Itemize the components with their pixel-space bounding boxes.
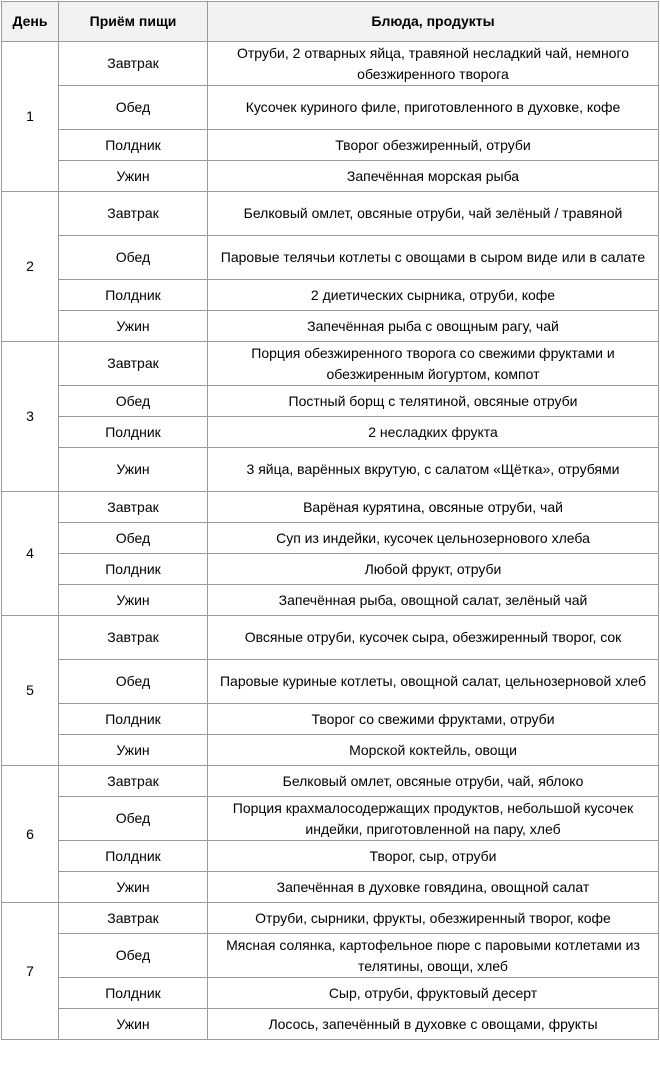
meal-dishes: Суп из индейки, кусочек цельнозернового хлеба: [208, 523, 659, 554]
meal-name: Завтрак: [59, 342, 208, 386]
meal-dishes: Запечённая в духовке говядина, овощной салат: [208, 872, 659, 903]
table-row: [2, 872, 659, 903]
meal-name: Ужин: [59, 161, 208, 192]
meal-name: Ужин: [59, 311, 208, 342]
meal-dishes: Порция обезжиренного творога со свежими фруктами и обезжиренным йогуртом, компот: [208, 342, 659, 386]
table-row: [2, 766, 659, 797]
meal-name: Полдник: [59, 704, 208, 735]
meal-dishes: 2 несладких фрукта: [208, 417, 659, 448]
table-row: [2, 660, 659, 704]
day-number: 7: [2, 903, 59, 1040]
meal-dishes: Варёная курятина, овсяные отруби, чай: [208, 492, 659, 523]
meal-name: Ужин: [59, 448, 208, 492]
meal-name: Ужин: [59, 585, 208, 616]
meal-name: Обед: [59, 797, 208, 841]
meal-dishes: Овсяные отруби, кусочек сыра, обезжиренный творог, сок: [208, 616, 659, 660]
table-body: [2, 42, 659, 1040]
meal-dishes: Отруби, сырники, фрукты, обезжиренный творог, кофе: [208, 903, 659, 934]
meal-dishes: Сыр, отруби, фруктовый десерт: [208, 978, 659, 1009]
day-number: 2: [2, 192, 59, 342]
table-row: [2, 448, 659, 492]
table-row: [2, 492, 659, 523]
meal-dishes: Творог, сыр, отруби: [208, 841, 659, 872]
meal-dishes: Постный борщ с телятиной, овсяные отруби: [208, 386, 659, 417]
table-row: [2, 554, 659, 585]
meal-dishes: Паровые телячьи котлеты с овощами в сыром виде или в салате: [208, 236, 659, 280]
table-row: [2, 585, 659, 616]
meal-dishes: Отруби, 2 отварных яйца, травяной несладкий чай, немного обезжиренного творога: [208, 42, 659, 86]
meal-dishes: 3 яйца, варённых вкрутую, с салатом «Щётка», отрубями: [208, 448, 659, 492]
table-row: [2, 1009, 659, 1040]
meal-dishes: Белковый омлет, овсяные отруби, чай зелёный / травяной: [208, 192, 659, 236]
table-row: [2, 616, 659, 660]
table-row: [2, 903, 659, 934]
meal-name: Завтрак: [59, 492, 208, 523]
meal-dishes: Белковый омлет, овсяные отруби, чай, яблоко: [208, 766, 659, 797]
meal-dishes: Мясная солянка, картофельное пюре с паровыми котлетами из телятины, овощи, хлеб: [208, 934, 659, 978]
table-row: [2, 280, 659, 311]
table-row: [2, 841, 659, 872]
meal-name: Полдник: [59, 841, 208, 872]
meal-name: Полдник: [59, 130, 208, 161]
meal-name: Завтрак: [59, 766, 208, 797]
meal-dishes: Паровые куриные котлеты, овощной салат, цельнозерновой хлеб: [208, 660, 659, 704]
meal-name: Обед: [59, 86, 208, 130]
meal-dishes: Запечённая рыба, овощной салат, зелёный чай: [208, 585, 659, 616]
meal-name: Полдник: [59, 978, 208, 1009]
table-row: [2, 523, 659, 554]
table-row: [2, 192, 659, 236]
meal-name: Ужин: [59, 872, 208, 903]
table-row: [2, 417, 659, 448]
meal-name: Полдник: [59, 554, 208, 585]
table-row: [2, 386, 659, 417]
day-number: 4: [2, 492, 59, 616]
table-row: [2, 236, 659, 280]
meal-dishes: Творог со свежими фруктами, отруби: [208, 704, 659, 735]
meal-name: Завтрак: [59, 616, 208, 660]
table-row: [2, 978, 659, 1009]
table-row: [2, 86, 659, 130]
meal-name: Полдник: [59, 417, 208, 448]
meal-dishes: Порция крахмалосодержащих продуктов, небольшой кусочек индейки, приготовленной на пару, хлеб: [208, 797, 659, 841]
meal-name: Завтрак: [59, 903, 208, 934]
meal-name: Ужин: [59, 1009, 208, 1040]
meal-name: Обед: [59, 523, 208, 554]
header-dishes: Блюда, продукты: [208, 2, 659, 42]
day-number: 3: [2, 342, 59, 492]
meal-dishes: Морской коктейль, овощи: [208, 735, 659, 766]
meal-name: Завтрак: [59, 192, 208, 236]
day-number: 1: [2, 42, 59, 192]
meal-dishes: Творог обезжиренный, отруби: [208, 130, 659, 161]
meal-name: Завтрак: [59, 42, 208, 86]
meal-dishes: Запечённая рыба с овощным рагу, чай: [208, 311, 659, 342]
table-row: [2, 42, 659, 86]
table-row: [2, 797, 659, 841]
table-row: [2, 342, 659, 386]
table-row: [2, 311, 659, 342]
meal-name: Обед: [59, 660, 208, 704]
meal-dishes: Лосось, запечённый в духовке с овощами, фрукты: [208, 1009, 659, 1040]
meal-name: Полдник: [59, 280, 208, 311]
meal-name: Обед: [59, 386, 208, 417]
table-row: [2, 704, 659, 735]
meal-dishes: Кусочек куриного филе, приготовленного в духовке, кофе: [208, 86, 659, 130]
table-row: [2, 735, 659, 766]
table-row: [2, 130, 659, 161]
table-row: [2, 161, 659, 192]
day-number: 6: [2, 766, 59, 903]
meal-dishes: 2 диетических сырника, отруби, кофе: [208, 280, 659, 311]
header-day: День: [2, 2, 59, 42]
header-row: [2, 2, 659, 42]
header-meal: Приём пищи: [59, 2, 208, 42]
day-number: 5: [2, 616, 59, 766]
diet-table: [1, 1, 659, 1040]
meal-name: Обед: [59, 236, 208, 280]
meal-dishes: Любой фрукт, отруби: [208, 554, 659, 585]
meal-name: Ужин: [59, 735, 208, 766]
meal-dishes: Запечённая морская рыба: [208, 161, 659, 192]
table-row: [2, 934, 659, 978]
meal-name: Обед: [59, 934, 208, 978]
